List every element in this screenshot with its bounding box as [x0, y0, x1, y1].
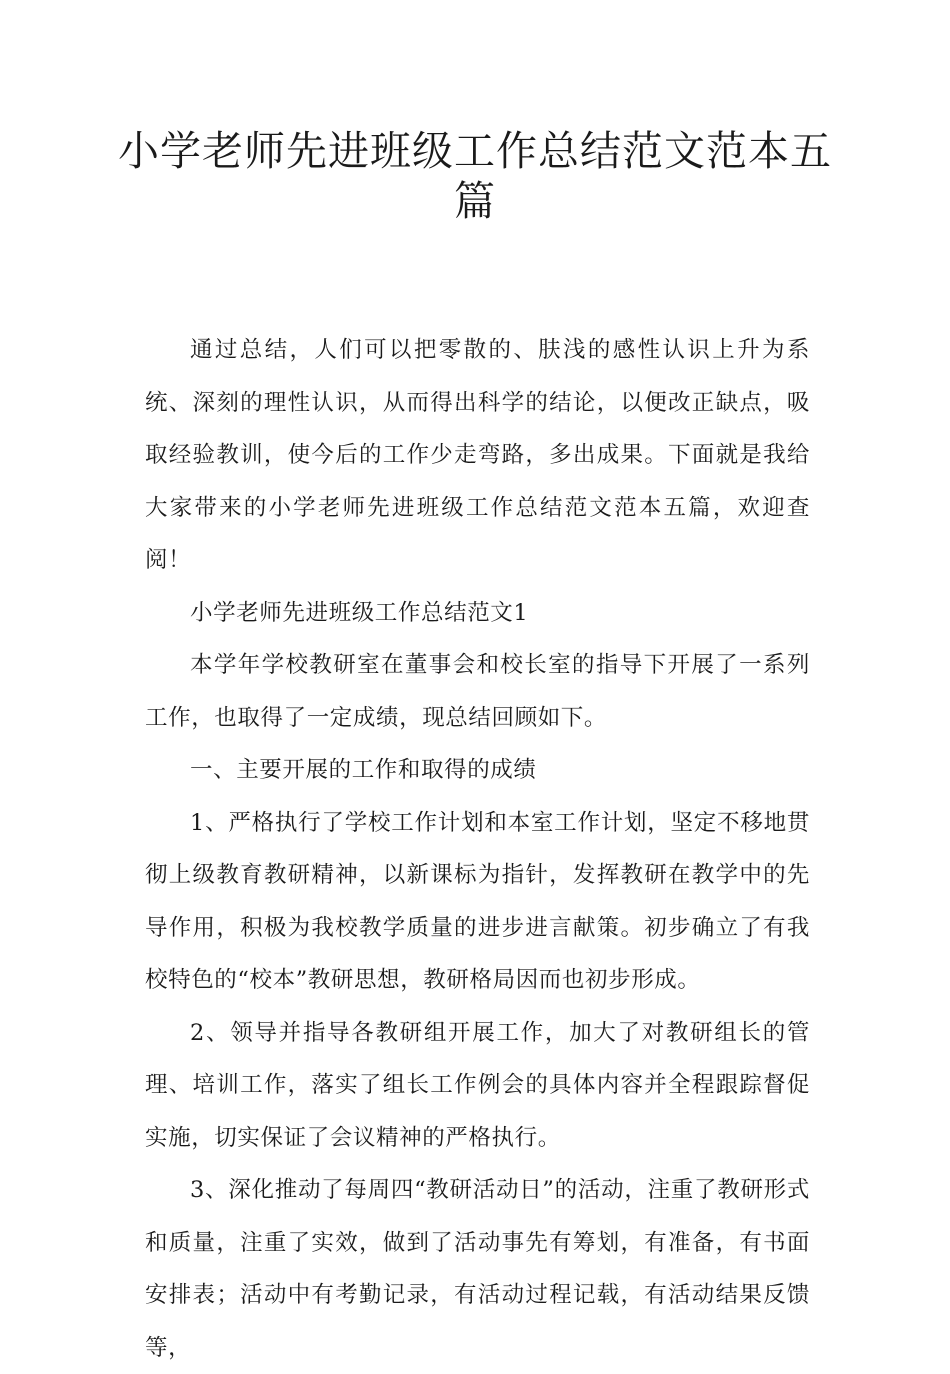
paragraph-overview: 本学年学校教研室在董事会和校长室的指导下开展了一系列工作，也取得了一定成绩，现总结回顾如下。 — [145, 652, 810, 731]
paragraph-item-2: 2、领导并指导各教研组开展工作，加大了对教研组长的管理、培训工作，落实了组长工作例会的具体内容并全程跟踪督促实施，切实保证了会议精神的严格执行。 — [145, 1019, 810, 1151]
paragraph-item-3: 3、深化推动了每周四“教研活动日”的活动，注重了教研形式和质量，注重了实效，做到了活动事先有筹划，有准备，有书面安排表；活动中有考勤记录，有活动过程记载，有活动结果反馈等， — [145, 1177, 810, 1361]
section-heading-main-work: 一、主要开展的工作和取得的成绩 — [190, 757, 537, 783]
document-body — [145, 324, 810, 1374]
section-heading-sample-1: 小学老师先进班级工作总结范文1 — [190, 599, 529, 626]
paragraph-intro: 通过总结，人们可以把零散的、肤浅的感性认识上升为系统、深刻的理性认识，从而得出科学的结论，以便改正缺点，吸取经验教训，使今后的工作少走弯路，多出成果。下面就是我给大家带来的小学老师先进班级工作总结范文范本五篇，欢迎查阅！ — [145, 337, 810, 573]
paragraph-item-1: 1、严格执行了学校工作计划和本室工作计划，坚定不移地贯彻上级教育教研精神，以新课标为指针，发挥教研在教学中的先导作用，积极为我校教学质量的进步进言献策。初步确立了有我校特色的“校本”教研思想，教研格局因而也初步形成。 — [145, 809, 810, 993]
document-title: 小学老师先进班级工作总结范文范本五篇 — [118, 127, 832, 225]
